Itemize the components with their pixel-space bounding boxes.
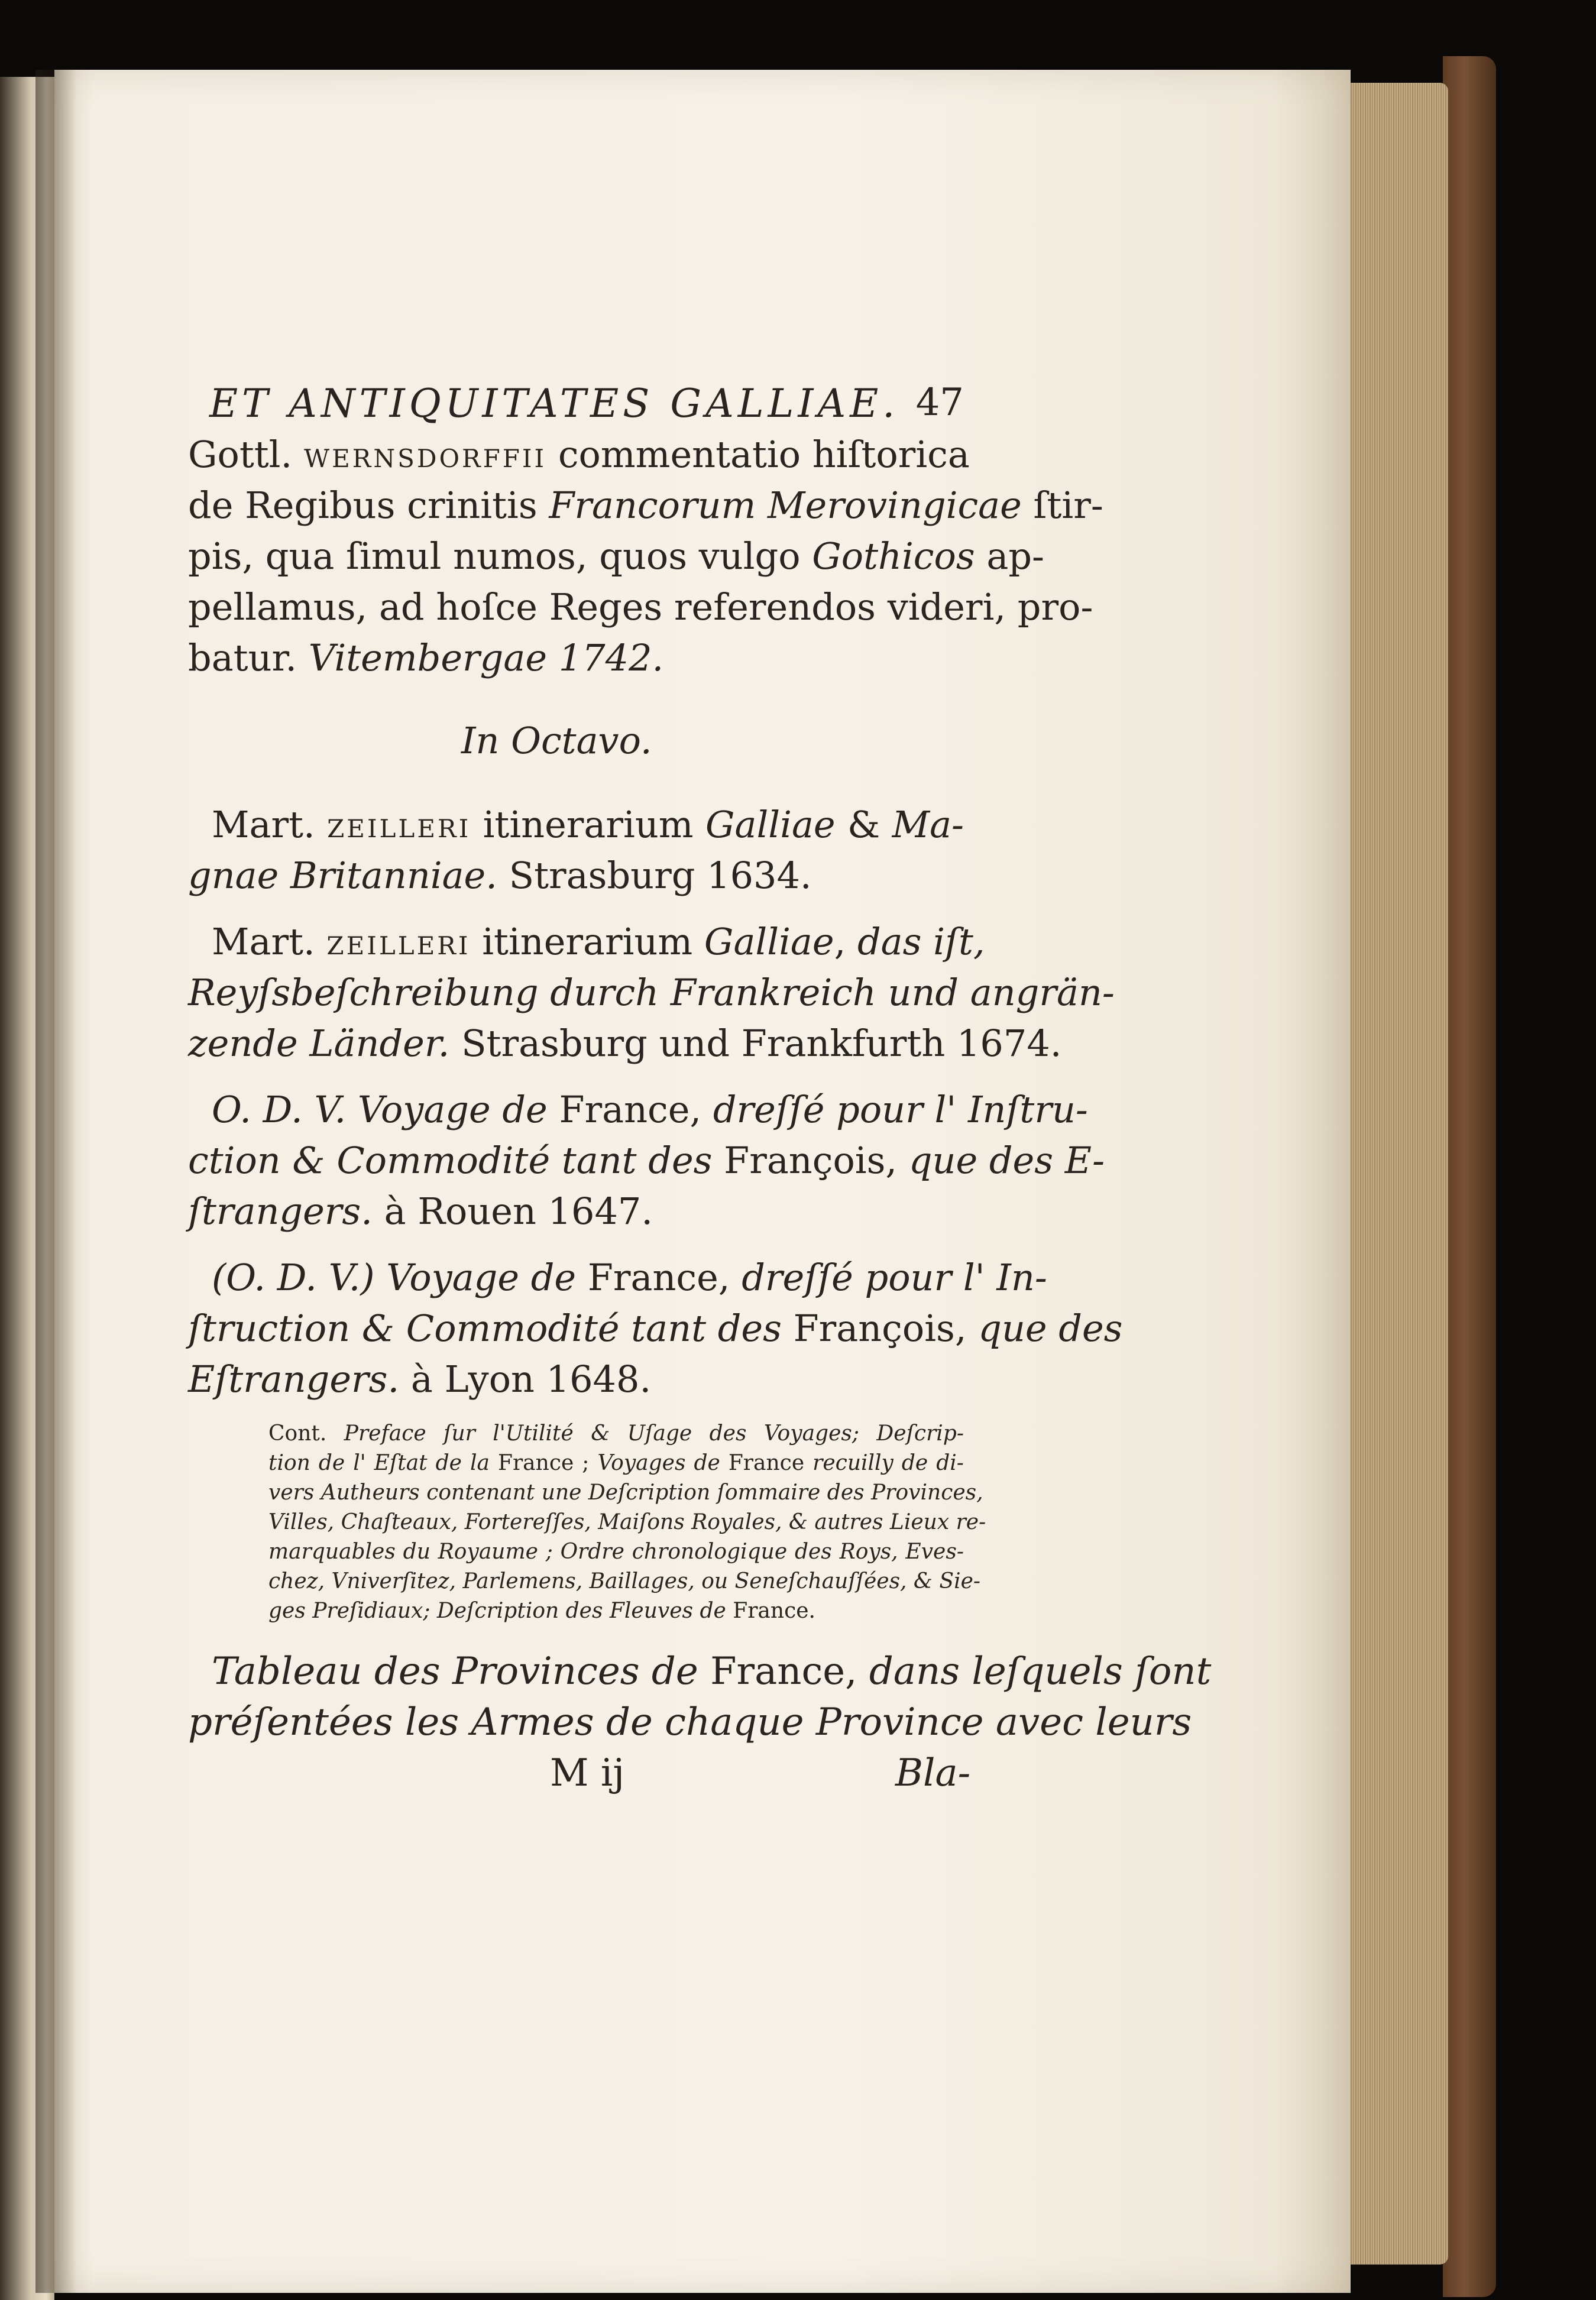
entry-1-line-1: Gottl. WERNSDORFFII commentatio hiſtorica	[188, 433, 970, 476]
entry-3-line-3: zende Länder. Strasburg und Frankfurth 1674.	[188, 1022, 1062, 1065]
entry-1-line-3: pis, qua ſimul numos, quos vulgo Gothicos ap-	[188, 534, 1044, 578]
entry-2-line-1: Mart. ZEILLERI itinerarium Galliae & Ma-	[212, 803, 964, 846]
gutter-shadow	[35, 70, 77, 2293]
entry-1-line-5: batur. Vitembergae 1742.	[188, 636, 664, 679]
entry-1-line-4: pellamus, ad hoſce Reges referendos videri, pro-	[188, 585, 1093, 629]
contents-line-5: marquables du Royaume ; Ordre chronologique des Roys, Eves-	[268, 1540, 964, 1564]
page-number: 47	[915, 381, 964, 425]
entry-4-line-1: O. D. V. Voyage de France, dreſſé pour l' Inſtru-	[212, 1088, 1088, 1131]
book-cover-board	[1443, 56, 1496, 2297]
contents-line-6: chez, Vniverſitez, Parlemens, Baillages, ou Seneſchauſſées, & Sie-	[268, 1569, 981, 1593]
contents-line-7: ges Preſidiaux; Deſcription des Fleuves de France.	[268, 1599, 815, 1623]
entry-4-line-2: ction & Commodité tant des François, que des E-	[188, 1139, 1105, 1182]
entry-5-line-3: Eſtrangers. à Lyon 1648.	[188, 1358, 652, 1401]
contents-line-4: Villes, Chaſteaux, Forterеſſes, Maiſons Royales, & autres Lieux re-	[268, 1510, 986, 1534]
entry-5-line-2: ſtruction & Commodité tant des François, que des	[188, 1307, 1123, 1350]
entry-2-line-2: gnae Britanniae. Strasburg 1634.	[188, 854, 812, 897]
running-title: ET ANTIQUITATES GALLIAE.	[209, 381, 899, 426]
entry-3-line-2: Reyſsbeſchreibung durch Frankreich und angrän-	[188, 971, 1115, 1014]
entry-6-line-1: Tableau des Provinces de France, dans leſquels ſont	[212, 1650, 1212, 1693]
entry-1-line-2: de Regibus crinitis Francorum Merovingicae ſtir-	[188, 484, 1103, 527]
fore-edge	[1351, 83, 1448, 2265]
contents-line-1: Cont. Preface ſur l'Utilité & Uſage des Voyages; Deſcrip-	[268, 1421, 964, 1446]
running-header	[188, 365, 964, 425]
contents-line-3: vers Autheurs contenant une Deſcription ſommaire des Provinces,	[268, 1481, 983, 1505]
contents-line-2: tion de l' Eſtat de la France ; Voyages de France recuilly de di-	[268, 1451, 964, 1475]
entry-4-line-3: ſtrangers. à Rouen 1647.	[188, 1190, 653, 1233]
catchword: Bla-	[895, 1751, 971, 1795]
entry-3-line-1: Mart. ZEILLERI itinerarium Galliae, das iſt,	[212, 920, 985, 963]
entry-6-line-2: préſentées les Armes de chaque Province avec leurs	[188, 1700, 1192, 1744]
entry-5-line-1: (O. D. V.) Voyage de France, dreſſé pour l' In-	[212, 1256, 1047, 1299]
section-heading: In Octavo.	[461, 719, 652, 762]
signature-mark: M ij	[550, 1751, 625, 1795]
